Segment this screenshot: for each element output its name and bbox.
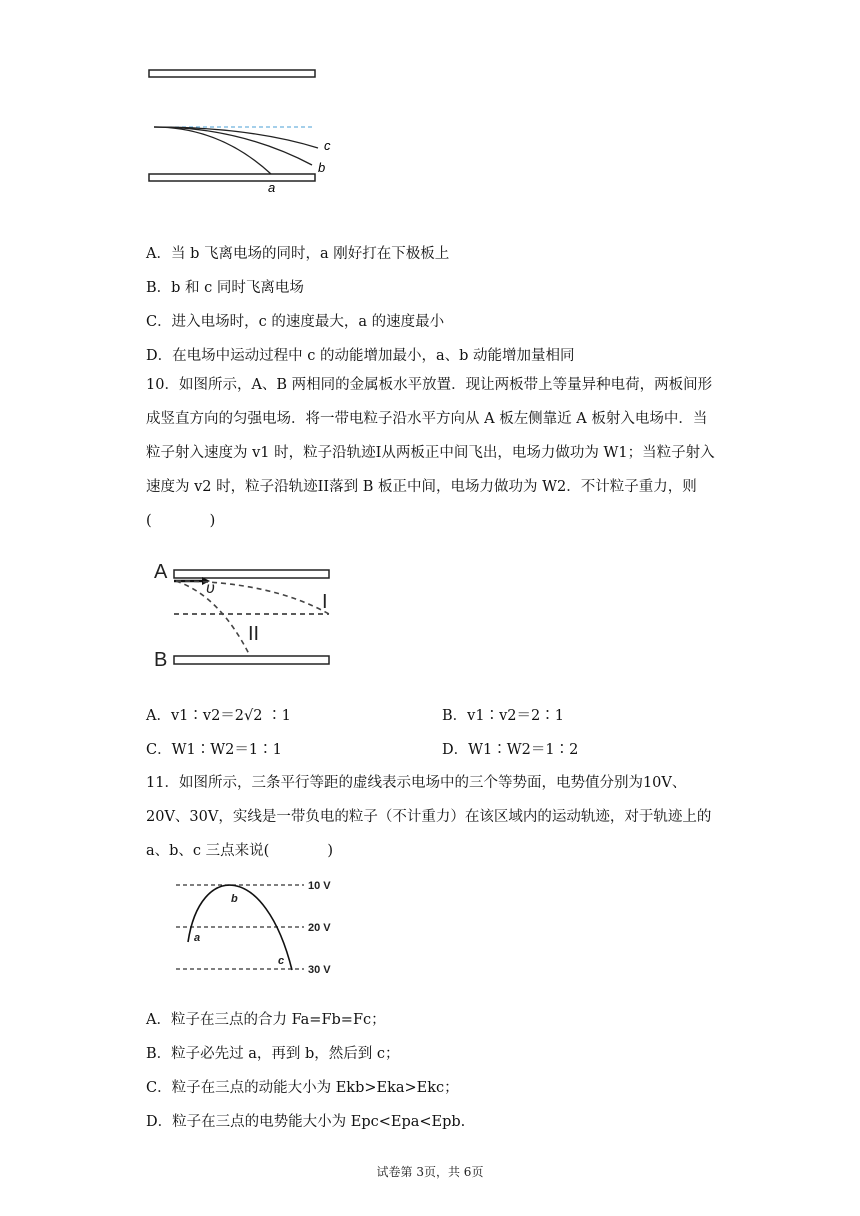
q10-option-d: D．W1∶W2＝1∶2 — [442, 742, 579, 758]
q9-option-b: B．b 和 c 同时飞离电场 — [146, 280, 304, 296]
potential-10v-label: 10 V — [308, 880, 331, 892]
point-b-label: b — [231, 893, 238, 905]
q11-option-d: D．粒子在三点的电势能大小为 Epc<Epa<Epb. — [146, 1114, 466, 1130]
q9-option-a: A．当 b 飞离电场的同时，a 刚好打在下极板上 — [146, 246, 450, 262]
track-1-label: I — [322, 591, 328, 613]
trajectory-label-b: b — [318, 160, 326, 175]
point-a-label: a — [194, 932, 201, 944]
velocity-label: υ — [206, 580, 215, 597]
trajectory-label-c: c — [324, 138, 331, 153]
q11-stem: 11．如图所示，三条平行等距的虚线表示电场中的三个等势面，电势值分别为10V、20V、30V，实线是一带负电的粒子（不计重力）在该区域内的运动轨迹，对于轨迹上的 a、b、c 三点来说( ) — [146, 775, 712, 859]
equipotential-figure — [170, 872, 350, 982]
point-c-label: c — [278, 955, 285, 967]
q10-stem: 10．如图所示，A、B 两相同的金属板水平放置．现让两板带上等量异种电荷，两板间形成竖直方向的匀强电场．将一带电粒子沿水平方向从 A 板左侧靠近 A 板射入电场中．当粒子射入速度为 v1 时，粒子沿轨迹I从两板正中间飞出，电场力做功为 W1；当粒子射入速度为 v2 时，粒子沿轨迹II落到 B 板正中间，电场力做功为 W2．不计粒子重力，则( ) — [146, 377, 715, 529]
page-footer: 试卷第 3页，共 6页 — [376, 1165, 484, 1179]
q10-option-b: B．v1∶v2＝2∶1 — [442, 708, 564, 724]
q11-option-c: C．粒子在三点的动能大小为 Ekb>Eka>Ekc； — [146, 1080, 459, 1096]
plates-figure — [150, 556, 340, 674]
q11-option-b: B．粒子必先过 a，再到 b，然后到 c； — [146, 1046, 400, 1062]
deflection-figure — [140, 60, 340, 200]
plate-b-label: B — [154, 649, 168, 671]
q10-option-a: A．v1∶v2＝2√2 ∶1 — [146, 708, 291, 724]
track-2-label: II — [248, 623, 260, 645]
q10-option-c: C．W1∶W2＝1∶1 — [146, 742, 282, 758]
plate-a-label: A — [154, 561, 168, 583]
trajectory-label-a: a — [268, 180, 276, 195]
potential-20v-label: 20 V — [308, 922, 331, 934]
q9-option-d: D．在电场中运动过程中 c 的动能增加最小，a、b 动能增加量相同 — [146, 348, 575, 364]
q11-option-a: A．粒子在三点的合力 Fa=Fb=Fc； — [146, 1012, 386, 1028]
potential-30v-label: 30 V — [308, 964, 331, 976]
q9-option-c: C．进入电场时，c 的速度最大，a 的速度最小 — [146, 314, 445, 330]
